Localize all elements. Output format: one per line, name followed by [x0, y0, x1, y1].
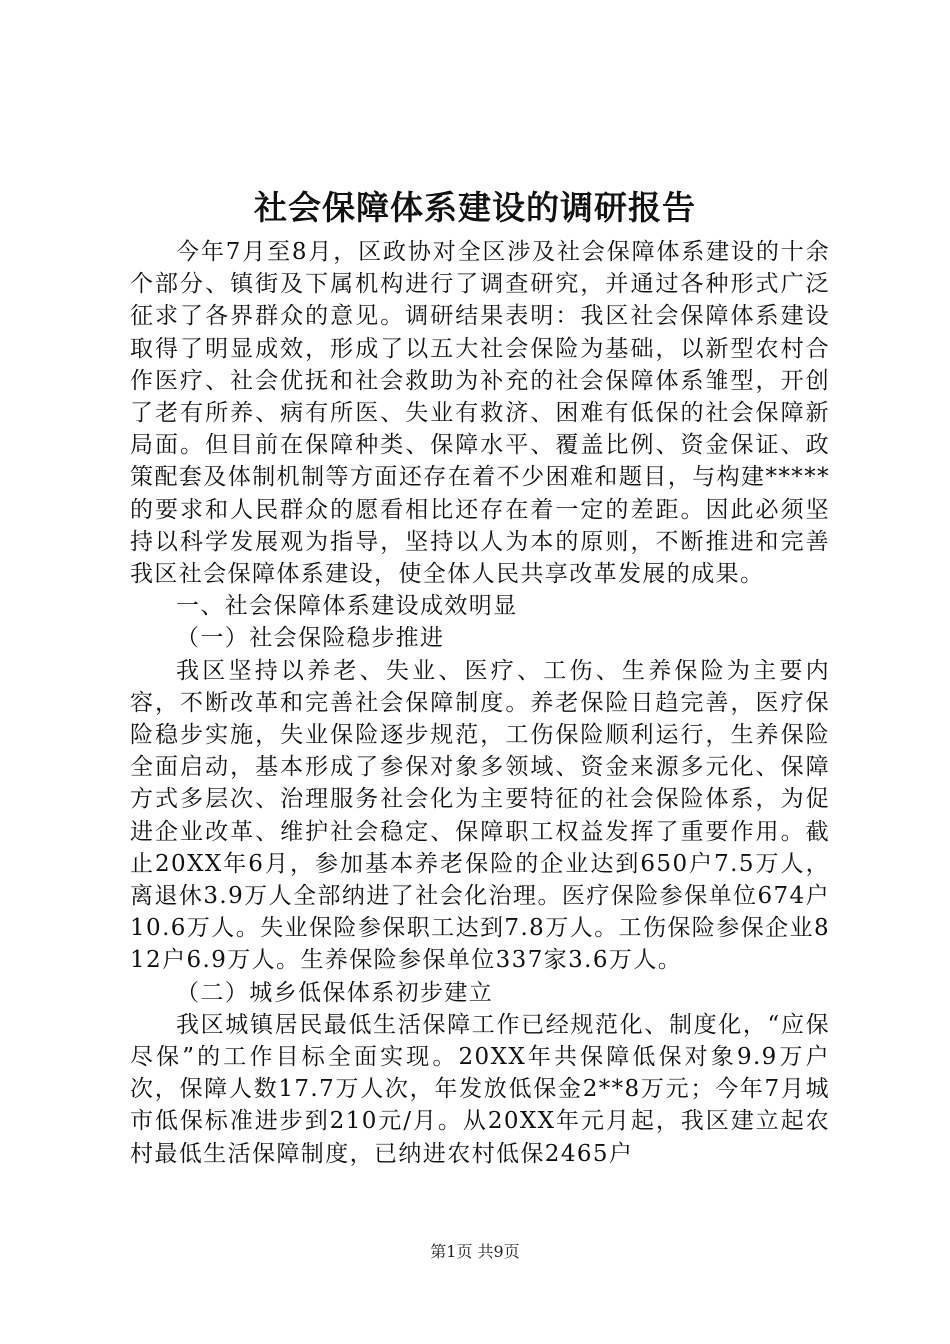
- paragraph-social-insurance: 我区坚持以养老、失业、医疗、工伤、生养保险为主要内容，不断改革和完善社会保障制度。养老保险日趋完善，医疗保险稳步实施，失业保险逐步规范，工伤保险顺利运行，生养保险全面启动，基本形成了参保对象多领域、资金来源多元化、保障方式多层次、治理服务社会化为主要特征的社会保险体系，为促进企业改革、维护社会稳定、保障职工权益发挥了重要作用。截止20XX年6月，参加基本养老保险的企业达到650户7.5万人，离退休3.9万人全部纳进了社会化治理。医疗保险参保单位674户10.6万人。失业保险参保职工达到7.8万人。工伤保险参保企业812户6.9万人。生养保险参保单位337家3.6万人。: [130, 657, 830, 974]
- document-body: [130, 236, 830, 1170]
- subsection-heading-2: （二）城乡低保体系初步建立: [176, 979, 494, 1006]
- page-footer: 第1页 共9页: [430, 1242, 520, 1261]
- section-heading-1: 一、社会保障体系建设成效明显: [176, 593, 518, 620]
- document-title: 社会保障体系建设的调研报告: [254, 188, 696, 227]
- subsection-heading-1: （一）社会保险稳步推进: [176, 625, 445, 652]
- paragraph-intro: 今年7月至8月，区政协对全区涉及社会保障体系建设的十余个部分、镇街及下属机构进行了调查研究，并通过各种形式广泛征求了各界群众的意见。调研结果表明：我区社会保障体系建设取得了明显成效，形成了以五大社会保险为基础，以新型农村合作医疗、社会优抚和社会救助为补充的社会保障体系雏型，开创了老有所养、病有所医、失业有救济、困难有低保的社会保障新局面。但目前在保障种类、保障水平、覆盖比例、资金保证、政策配套及体制机制等方面还存在着不少困难和题目，与构建*****的要求和人民群众的愿看相比还存在着一定的差距。因此必须坚持以科学发展观为指导，坚持以人为本的原则，不断推进和完善我区社会保障体系建设，使全体人民共享改革发展的成果。: [130, 239, 830, 588]
- paragraph-minimum-living: 我区城镇居民最低生活保障工作已经规范化、制度化，“应保尽保”的工作目标全面实现。20XX年共保障低保对象9.9万户次，保障人数17.7万人次，年发放低保金2**8万元；今年7月城市低保标准进步到210元/月。从20XX年元月起，我区建立起农村最低生活保障制度，已纳进农村低保2465户: [130, 1011, 830, 1167]
